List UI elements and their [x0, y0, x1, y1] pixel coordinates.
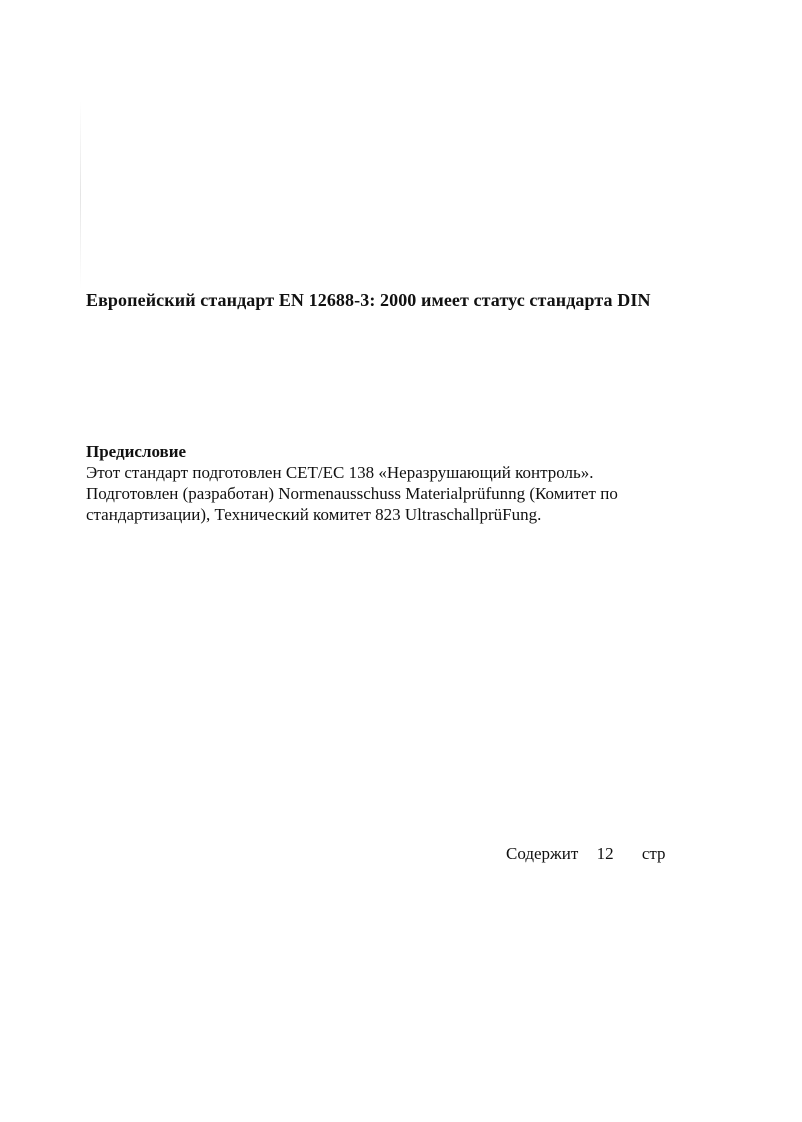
page-count-note: [506, 844, 666, 864]
page-count-unit: стр: [641, 844, 666, 863]
scan-edge-mark: [80, 100, 81, 290]
foreword-line-3: стандартизации), Технический комитет 823 UltraschallprüFung.: [86, 505, 542, 524]
page-count-label: Содержит: [506, 844, 579, 863]
foreword-section: [86, 441, 686, 525]
foreword-line-1: Этот стандарт подготовлен CET/EC 138 «Неразрушающий контроль».: [86, 463, 594, 482]
foreword-line-2: Подготовлен (разработан) Normenausschuss Materialprüfunng (Комитет по: [86, 484, 618, 503]
page-count-value: 12: [596, 844, 614, 863]
foreword-heading: Предисловие: [86, 442, 187, 461]
standard-status-line: Европейский стандарт EN 12688-3: 2000 имеет статус стандарта DIN: [86, 290, 651, 310]
